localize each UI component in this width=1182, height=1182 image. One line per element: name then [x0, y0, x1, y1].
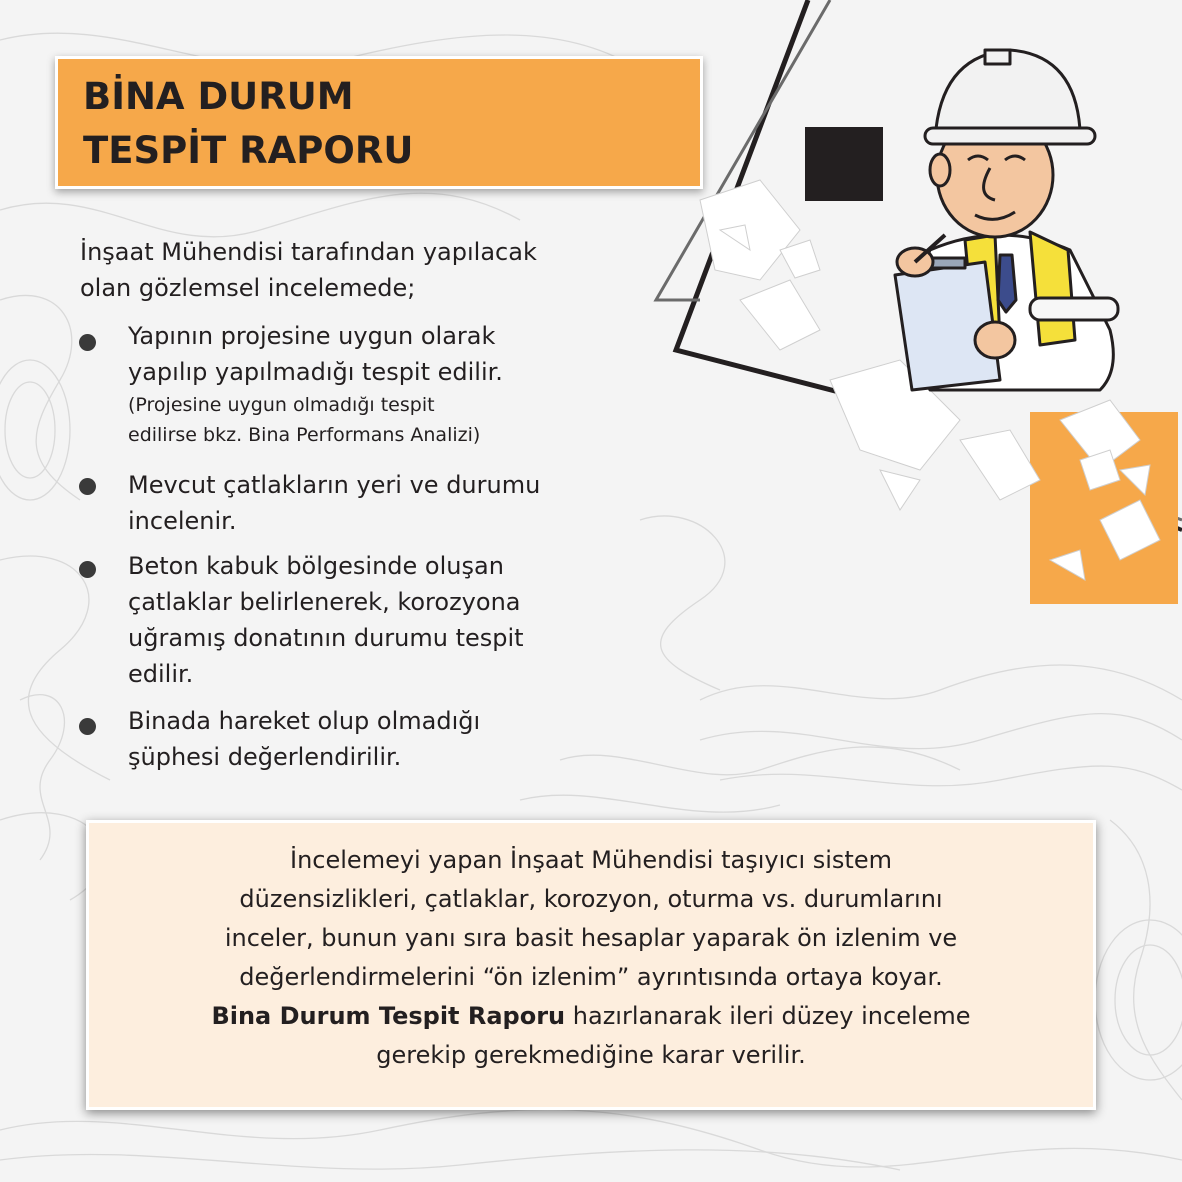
- bullet-dot: [79, 718, 96, 735]
- list-item-line: Binada hareket olup olmadığı: [128, 707, 481, 735]
- bullet-dot: [79, 334, 96, 351]
- summary-line-1: İncelemeyi yapan İnşaat Mühendisi taşıyıcı sistem: [290, 846, 892, 874]
- report-name-emphasis: Bina Durum Tespit Raporu: [211, 1002, 566, 1030]
- list-item: [128, 703, 480, 775]
- list-item-line: Yapının projesine uygun olarak: [128, 322, 496, 350]
- list-item-line: Beton kabuk bölgesinde oluşan: [128, 552, 504, 580]
- summary-line-5-rest: hazırlanarak ileri düzey inceleme: [565, 1002, 971, 1030]
- summary-line-2: düzensizlikleri, çatlaklar, korozyon, oturma vs. durumlarını: [239, 885, 943, 913]
- list-item: [128, 318, 503, 450]
- bullet-dot: [79, 478, 96, 495]
- bullet-dot: [79, 561, 96, 578]
- page-title-line-1: BİNA DURUM: [83, 75, 354, 118]
- list-item-line: yapılıp yapılmadığı tespit edilir.: [128, 358, 503, 386]
- summary-line-5: [89, 997, 1093, 1036]
- intro-line-1: İnşaat Mühendisi tarafından yapılacak: [80, 238, 537, 266]
- summary-line-3: inceler, bunun yanı sıra basit hesaplar yaparak ön izlenim ve: [224, 924, 958, 952]
- engineer-figure: [895, 50, 1118, 390]
- list-item-note: edilirse bkz. Bina Performans Analizi): [128, 424, 481, 446]
- list-item-line: çatlaklar belirlenerek, korozyona: [128, 588, 521, 616]
- title-box: [55, 56, 703, 189]
- list-item-line: edilir.: [128, 660, 194, 688]
- black-square: [805, 127, 883, 201]
- list-item: [128, 548, 524, 692]
- list-item-line: uğramış donatının durumu tespit: [128, 624, 524, 652]
- list-item-line: Mevcut çatlakların yeri ve durumu: [128, 471, 541, 499]
- summary-box: [86, 820, 1096, 1110]
- page-title-line-2: TESPİT RAPORU: [83, 129, 414, 172]
- intro-line-2: olan gözlemsel incelemede;: [80, 274, 416, 302]
- list-item-line: incelenir.: [128, 507, 237, 535]
- list-item-note: (Projesine uygun olmadığı tespit: [128, 394, 435, 416]
- summary-line-4: değerlendirmelerini “ön izlenim” ayrıntısında ortaya koyar.: [239, 963, 943, 991]
- summary-line-6: gerekip gerekmediğine karar verilir.: [376, 1041, 806, 1069]
- list-item: [128, 467, 540, 539]
- intro-paragraph: [80, 234, 680, 306]
- list-item-line: şüphesi değerlendirilir.: [128, 743, 402, 771]
